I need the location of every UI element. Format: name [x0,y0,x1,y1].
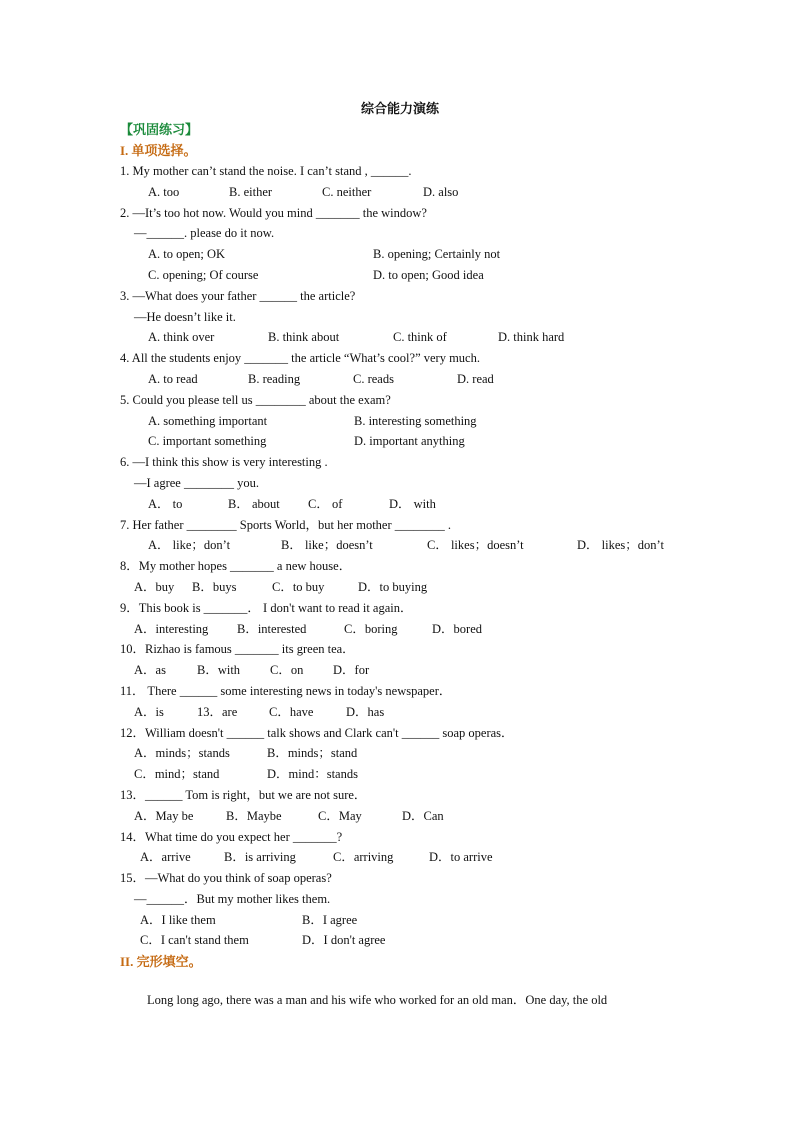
question-stem: 14．What time do you expect her _______? [120,829,343,844]
answer-option: D. think hard [498,330,565,345]
option-row [120,411,680,432]
answer-option: C．mind；stand [134,767,220,782]
option-row [120,702,680,723]
answer-option: B．interested [237,621,307,636]
question-stem: 2. —It’s too hot now. Would you mind _______ the window? [120,205,427,220]
question-list [120,161,680,951]
question-response-line: —______. please do it now. [134,226,275,241]
question-stem: 10．Rizhao is famous _______ its green tea． [120,642,355,657]
answer-option: A. too [148,184,180,199]
answer-option: B. opening; Certainly not [373,247,501,262]
answer-option: D．I don't agree [302,933,386,948]
document-body [120,98,680,1011]
answer-option: A．buy [134,579,175,594]
question-response-line: —I agree ________ you. [134,475,259,490]
option-row [120,619,680,640]
question-response-line: —He doesn’t like it. [134,309,236,324]
answer-option: A．May be [134,808,194,823]
answer-option: B．buys [192,579,237,594]
answer-option: B． about [228,496,280,511]
question-stem: 7. Her father ________ Sports World，but her mother ________ . [120,517,452,532]
question-item [120,868,680,951]
answer-option: D．bored [432,621,482,636]
answer-option: B．I agree [302,912,358,927]
option-row [120,431,680,452]
option-row [120,847,680,868]
answer-option: D. also [423,184,459,199]
question-stem: 12．William doesn't ______ talk shows and Clark can't ______ soap operas． [120,725,514,740]
answer-option: D． likes；don’t [577,538,664,553]
answer-option: D．for [333,663,370,678]
answer-option: B．with [197,663,241,678]
question-item [120,785,680,827]
answer-option: B. either [229,184,273,199]
answer-option: C．May [318,808,362,823]
question-stem: 5. Could you please tell us ________ about the exam? [120,392,391,407]
answer-option: C．on [270,663,304,678]
answer-option: A．interesting [134,621,209,636]
option-row [120,743,680,764]
question-stem: 8．My mother hopes _______ a new house． [120,559,352,574]
answer-option: C． of [308,496,343,511]
answer-option: B. think about [268,330,340,345]
question-item [120,203,680,286]
answer-option: A. to open; OK [148,247,226,262]
answer-option: C. reads [353,371,394,386]
option-row [120,764,680,785]
question-stem: 4. All the students enjoy _______ the article “What’s cool?” very much. [120,351,480,366]
question-stem: 6. —I think this show is very interesting . [120,455,328,470]
answer-option: D. read [457,371,494,386]
answer-option: D．mind：stands [267,767,358,782]
option-row [120,369,680,390]
option-row [120,244,680,265]
answer-option: A． like；don’t [148,538,231,553]
answer-option: A．arrive [140,850,191,865]
answer-option: 13．are [197,704,238,719]
question-stem: 15．—What do you think of soap operas? [120,871,332,886]
question-item [120,452,680,514]
option-row [120,265,680,286]
question-response-line: —______．But my mother likes them. [134,891,331,906]
question-item [120,556,680,598]
section-heading-cloze: II. 完形填空。 [120,954,202,970]
question-stem: 1. My mother can’t stand the noise. I can’t stand , ______. [120,164,412,178]
page-title: 综合能力演练 [360,101,439,116]
answer-option: A．as [134,663,166,678]
question-item [120,515,680,557]
option-row [120,930,680,951]
option-row [120,806,680,827]
answer-option: C．arriving [333,850,394,865]
question-item [120,827,680,869]
answer-option: B．is arriving [224,850,296,865]
answer-option: D．Can [402,808,444,823]
answer-option: D．to buying [358,579,428,594]
option-row [120,494,680,515]
answer-option: D. to open; Good idea [373,267,484,282]
cloze-passage: Long long ago, there was a man and his wife who worked for an old man．One day, the old [147,993,608,1008]
question-stem: 13．______ Tom is right，but we are not sure． [120,787,367,802]
answer-option: C．have [269,704,314,719]
option-row [120,182,680,203]
answer-option: B．minds；stand [267,746,358,761]
answer-option: D． with [389,496,436,511]
question-stem: 11． There ______ some interesting news in today's newspaper． [120,683,452,698]
question-item [120,598,680,640]
answer-option: B. interesting something [354,413,477,428]
question-stem: 3. —What does your father ______ the article? [120,288,356,303]
answer-option: C． likes；doesn’t [427,538,524,553]
question-item [120,681,680,723]
answer-option: C. opening; Of course [148,267,259,282]
answer-option: A. something important [148,413,268,428]
question-item [120,161,680,203]
answer-option: A. think over [148,330,215,345]
option-row [120,910,680,931]
answer-option: C．boring [344,621,398,636]
answer-option: C. think of [393,330,447,345]
section-heading-multiple-choice: I. 单项选择。 [120,143,197,158]
exercise-tag: 【巩固练习】 [120,122,199,137]
answer-option: C．to buy [272,579,325,594]
option-row [120,535,680,556]
answer-option: A．minds；stands [134,746,230,761]
option-row [120,660,680,681]
answer-option: D．to arrive [429,850,493,865]
question-item [120,639,680,681]
answer-option: D. important anything [354,434,465,449]
answer-option: A． to [148,496,183,511]
question-item [120,390,680,452]
answer-option: B. reading [248,371,301,386]
answer-option: B．Maybe [226,808,282,823]
answer-option: A．I like them [140,912,216,927]
answer-option: A. to read [148,371,198,386]
question-stem: 9．This book is _______． I don't want to read it again． [120,600,413,615]
option-row [120,327,680,348]
question-item [120,723,680,785]
answer-option: C. important something [148,434,267,449]
answer-option: C．I can't stand them [140,933,249,948]
question-item [120,286,680,348]
option-row [120,577,680,598]
answer-option: D．has [346,704,385,719]
answer-option: B． like；doesn’t [281,538,373,553]
answer-option: C. neither [322,184,372,199]
question-item [120,348,680,390]
answer-option: A．is [134,704,164,719]
